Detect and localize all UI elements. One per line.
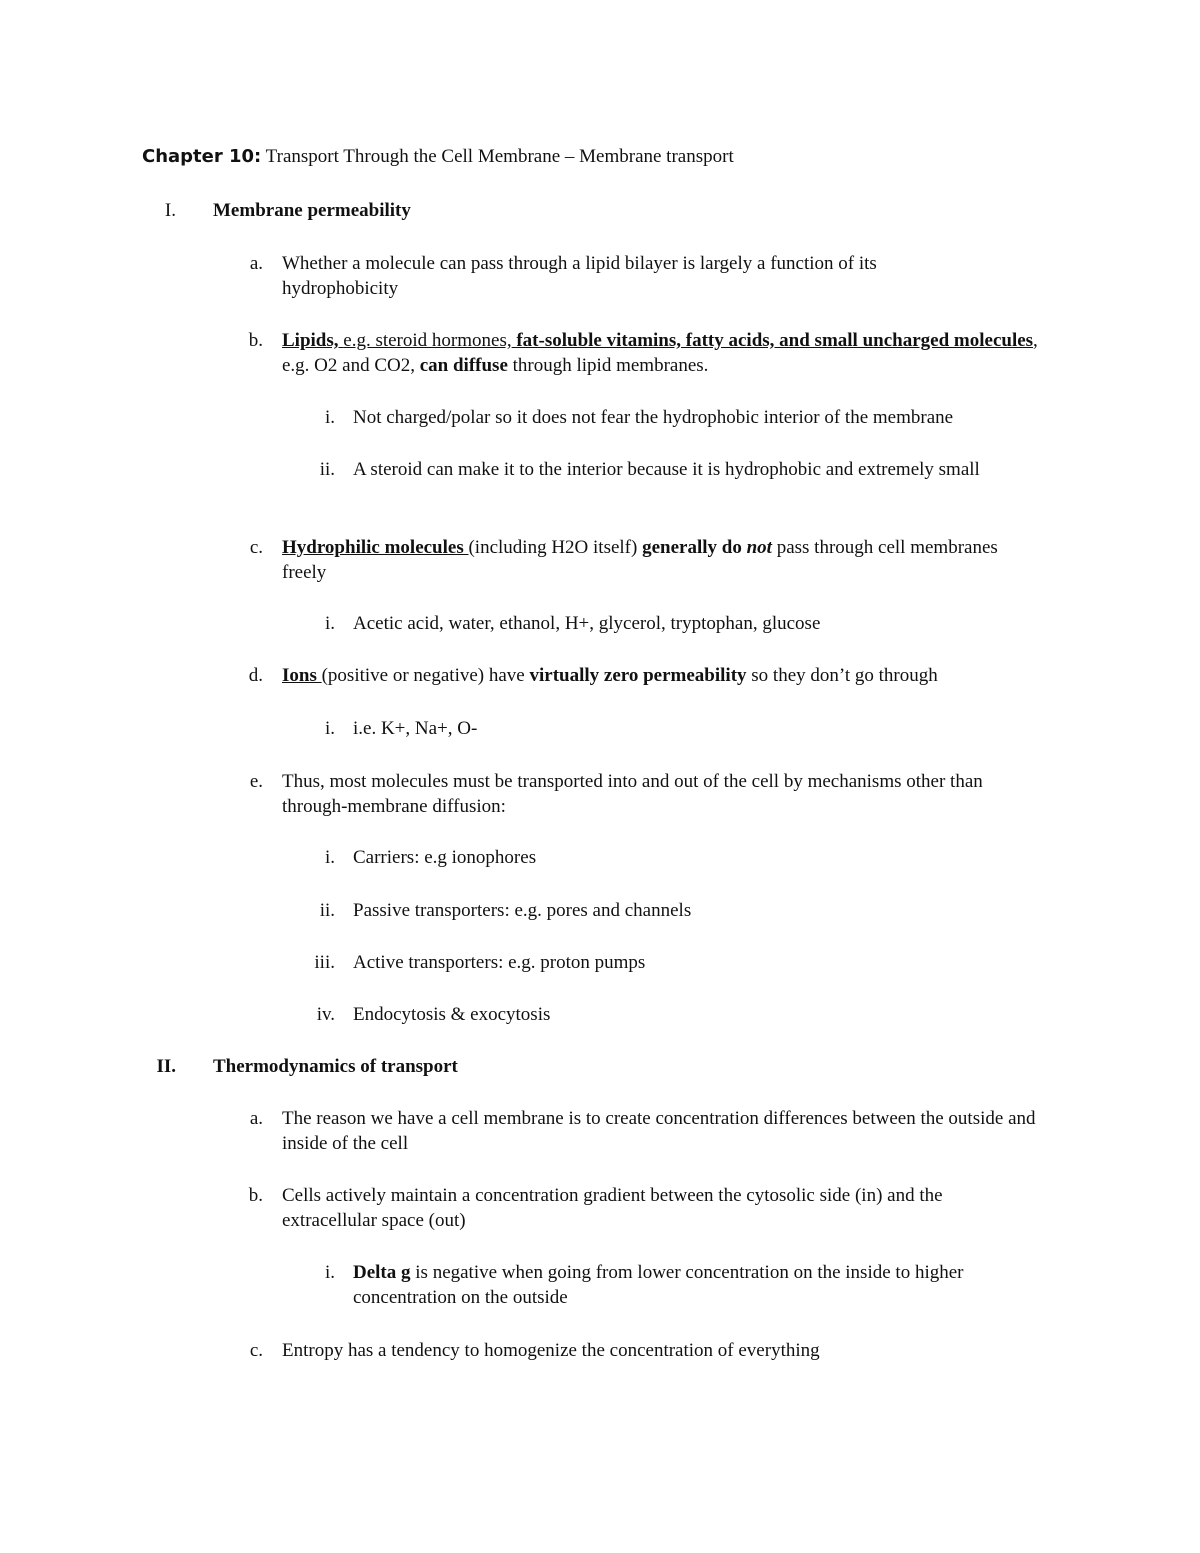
item-text: Not charged/polar so it does not fear the hydrophobic interior of the membrane xyxy=(353,407,954,428)
item-label: a. xyxy=(249,253,263,274)
section-title: Thermodynamics of transport xyxy=(213,1056,458,1077)
chapter-title xyxy=(142,145,734,169)
text-run: (including H2O itself) xyxy=(468,537,643,558)
item-text: Acetic acid, water, ethanol, H+, glycerol, tryptophan, glucose xyxy=(353,613,821,634)
item-text: The reason we have a cell membrane is to create concentration differences between the outside and inside of the cell xyxy=(282,1108,1036,1154)
item-text: A steroid can make it to the interior because it is hydrophobic and extremely small xyxy=(353,459,980,480)
item-label: i. xyxy=(324,407,335,428)
emphasis: Ions xyxy=(282,665,322,686)
item-label: i. xyxy=(324,613,335,634)
section-title: Membrane permeability xyxy=(213,200,411,221)
chapter-number: Chapter 10: xyxy=(142,146,262,167)
section-numeral: I. xyxy=(164,200,176,221)
item-text: Thus, most molecules must be transported into and out of the cell by mechanisms other than through-membrane diffusion: xyxy=(282,771,983,817)
text-run: (positive or negative) have xyxy=(321,665,530,686)
item-label: iv. xyxy=(316,1004,335,1025)
section-numeral: II. xyxy=(156,1056,176,1077)
emphasis: Delta g xyxy=(353,1262,411,1283)
emphasis: can diffuse xyxy=(419,355,508,376)
item-label: a. xyxy=(249,1108,263,1129)
emphasis: generally do xyxy=(642,537,747,558)
text-run: pass through cell membranes freely xyxy=(282,537,998,583)
item-label: ii. xyxy=(319,459,335,480)
text-run: through lipid membranes. xyxy=(507,355,709,376)
item-label: i. xyxy=(324,847,335,868)
text-run: , e.g. O2 and CO2, xyxy=(282,330,1038,376)
item-text: Active transporters: e.g. proton pumps xyxy=(353,952,646,973)
emphasis: fat-soluble vitamins, fatty acids, and small uncharged molecules xyxy=(511,330,1034,351)
emphasis: Hydrophilic molecules xyxy=(282,537,469,558)
emphasis: virtually zero permeability xyxy=(529,665,747,686)
item-label: i. xyxy=(324,1262,335,1283)
item-label: c. xyxy=(249,1340,263,1361)
item-text: Cells actively maintain a concentration gradient between the cytosolic side (in) and the extracellular space (out) xyxy=(282,1185,943,1231)
item-text: i.e. K+, Na+, O- xyxy=(353,718,478,739)
text-run: so they don’t go through xyxy=(746,665,938,686)
item-text: Endocytosis & exocytosis xyxy=(353,1004,551,1025)
item-text: Entropy has a tendency to homogenize the concentration of everything xyxy=(282,1340,820,1361)
emphasis: not xyxy=(746,537,772,558)
item-label: i. xyxy=(324,718,335,739)
item-label: iii. xyxy=(314,952,335,973)
item-label: c. xyxy=(249,537,263,558)
item-text xyxy=(282,535,1002,585)
item-label: e. xyxy=(249,771,263,792)
emphasis: Lipids, xyxy=(282,330,344,351)
chapter-subtitle: Transport Through the Cell Membrane – Membrane transport xyxy=(261,146,734,167)
item-text: Whether a molecule can pass through a lipid bilayer is largely a function of its hydrophobicity xyxy=(282,253,877,299)
text-run: e.g. steroid hormones, xyxy=(343,330,512,351)
text-run: is negative when going from lower concentration on the inside to higher concentration on the outside xyxy=(353,1262,964,1308)
item-text xyxy=(282,663,1042,688)
item-label: b. xyxy=(248,1185,263,1206)
item-text xyxy=(353,1260,1048,1310)
item-label: d. xyxy=(248,665,263,686)
item-label: b. xyxy=(248,330,263,351)
item-text xyxy=(282,328,1052,378)
item-text: Passive transporters: e.g. pores and channels xyxy=(353,900,692,921)
item-label: ii. xyxy=(319,900,335,921)
item-text: Carriers: e.g ionophores xyxy=(353,847,537,868)
